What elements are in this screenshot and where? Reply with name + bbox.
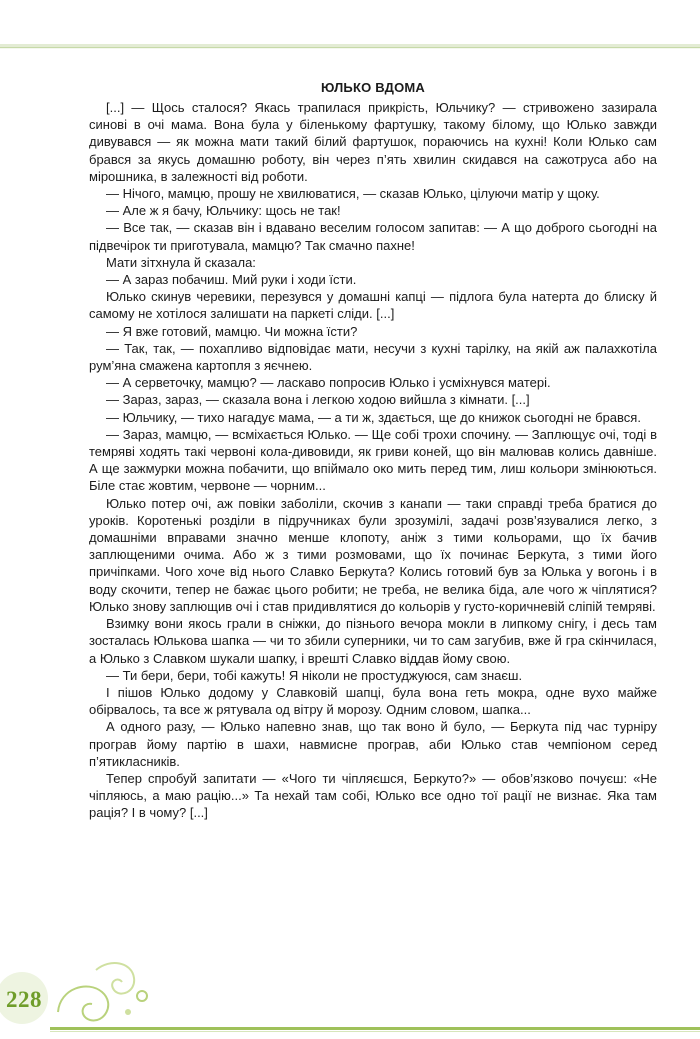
paragraph: — А серветочку, мамцю? — ласкаво попросив Юлько і усміхнувся матері. bbox=[106, 375, 551, 391]
paragraph: Юлько потер очі, аж повіки заболіли, скочив з канапи — таки справді треба братися до уроків. Коротенькі розділи в підручниках були зрозумілі, задачі розв’язувалися легко, з домашніми вправами значно менше клопоту, аніж з тими кольорами, що їх бачив заплющеними очима. Або ж з тими розмовами, що їх починає Беркута, з тими його причіпками. Чого хоче від нього Славко Беркута? Колись готовий був за Юлька у вогонь і в воду скочити, тепер не бажає цього робити; не треба, не велика біда, але чого ж чіплятися? Юлько знову заплющив очі і став придивлятися до кольорів у густо-коричневій сліпій темряві. bbox=[89, 495, 657, 614]
paragraph: Юлько скинув черевики, перезувся у домашні капці — підлога була натерта до блиску й самому не хотілося залишати на паркеті сліди. [...] bbox=[89, 289, 657, 322]
paragraph: — Зараз, зараз, — сказала вона і легкою ходою вийшла з кімнати. [...] bbox=[106, 392, 530, 408]
paragraph: І пішов Юлько додому у Славковій шапці, була вона геть мокра, одне вухо майже обірвалось, та все ж рятувала од вітру й морозу. Одним словом, шапка... bbox=[89, 684, 657, 718]
paragraph: А одного разу, — Юлько напевно знав, що так воно й було, — Беркута під час турніру програв йому партію в шахи, навмисне програв, аби Юлько став чемпіоном серед п’ятикласників. bbox=[89, 719, 657, 769]
paragraph: — Зараз, мамцю, — всміхається Юлько. — Ще собі трохи спочину. — Заплющує очі, тоді в темряві ходять такі червоні кола-дивовиди, як гриви коней, що він малював колись давніше. А ще зажмурки можна побачити, що впіймало око мить перед тим, лиш кольори змінюються. Біле стає жовтим, червоне — чорним... bbox=[89, 426, 657, 494]
paragraph: — Ти бери, бери, тобі кажуть! Я ніколи не простуджуюся, сам знаєш. bbox=[106, 667, 523, 683]
bottom-decorative-rule bbox=[0, 1024, 700, 1039]
story-title: ЮЛЬКО ВДОМА bbox=[320, 80, 426, 95]
paragraph: — Все так, — сказав він і вдавано веселим голосом запитав: — А що доброго сьогодні на підвечірок ти приготувала, мамцю? Так смачно пахне! bbox=[89, 220, 657, 253]
paragraph: Мати зітхнула й сказала: bbox=[106, 254, 256, 270]
paragraph: — Так, так, — похапливо відповідає мати, несучи з кухні тарілку, на якій аж палахкотіла рум’яна смажена картопля з яєчнею. bbox=[89, 340, 657, 374]
paragraph: — Юльчику, — тихо нагадує мама, — а ти ж, здається, ще до книжок сьогодні не брався. bbox=[106, 409, 641, 425]
paragraph: [...] — Щось сталося? Якась трапилася прикрість, Юльчику? — стривожено зазирала синові в очі мама. Вона була у біленькому фартушку, такому білому, що Юлько завжди дивувався — як можна мати такий білий фартушок, пораючись на кухні! Коли Юлько сам брався за якусь домашню роботу, він через п’ять хвилин скидався на сажотруса або на мірошника, в залежності від роботи. bbox=[89, 100, 657, 184]
paragraph: — Але ж я бачу, Юльчику: щось не так! bbox=[106, 203, 341, 219]
paragraph: — Я вже готовий, мамцю. Чи можна їсти? bbox=[106, 323, 358, 339]
paragraph: — Нічого, мамцю, прошу не хвилюватися, — сказав Юлько, цілуючи матір у щоку. bbox=[106, 186, 600, 202]
paragraph: Взимку вони якось грали в сніжки, до пізнього вечора мокли в липкому снігу, і десь там зосталась Юлькова шапка — чи то збили суперники, чи то сам загубив, вже й гра скінчилася, а Юлько з Славком шукали шапку, і врешті Славко віддав йому свою. bbox=[89, 616, 657, 666]
page-number: 228 bbox=[6, 987, 42, 1012]
top-decorative-rule bbox=[0, 0, 700, 56]
swirl-ornament-icon bbox=[0, 940, 170, 1030]
paragraph: Тепер спробуй запитати — «Чого ти чіпляєшся, Беркуто?» — обов’язково почуєш: «Не чіпляюсь, а маю рацію...» Та нехай там собі, Юлько все одно тої рації не визнає. Яка там рація? І в чому? [...] bbox=[89, 770, 657, 821]
paragraph: — А зараз побачиш. Мий руки і ходи їсти. bbox=[106, 272, 357, 288]
article bbox=[89, 80, 657, 822]
